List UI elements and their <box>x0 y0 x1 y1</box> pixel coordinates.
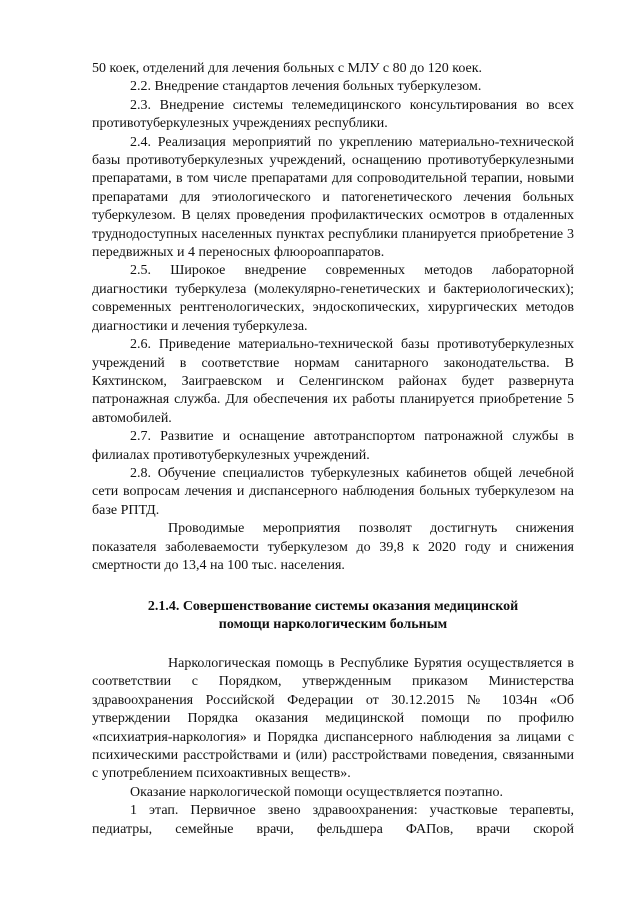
paragraph-2-2: 2.2. Внедрение стандартов лечения больных туберкулезом. <box>130 79 482 95</box>
paragraph-2-7: 2.7. Развитие и оснащение автотранспортом патронажной службы в филиалах противотуберкулезных учреждений. <box>92 429 574 463</box>
paragraph-stages-intro: Оказание наркологической помощи осуществляется поэтапно. <box>130 784 503 800</box>
section-heading-line-2: помощи наркологическим больным <box>218 617 448 633</box>
paragraph-outcome: Проводимые мероприятия позволят достигнуть снижения показателя заболеваемости туберкулезом до 39,8 к 2020 году и снижения смертности до 13,4 на 100 тыс. населения. <box>92 521 574 573</box>
paragraph-2-5: 2.5. Широкое внедрение современных методов лабораторной диагностики туберкулеза (молекулярно-генетических и бактериологических); современных рентгенологических, эндоскопических, хирургических методов диагностики и лечения туберкулеза. <box>92 263 574 334</box>
paragraph-2-3: 2.3. Внедрение системы телемедицинского консультирования во всех противотуберкулезных учреждениях республики. <box>92 97 574 132</box>
paragraph-stage-1: 1 этап. Первичное звено здравоохранения: участковые терапевты, педиатры, семейные врачи, фельдшера ФАПов, врачи скорой <box>92 803 574 837</box>
body-text-bottom <box>92 655 574 839</box>
paragraph-2-4: 2.4. Реализация мероприятий по укреплению материально-технической базы противотуберкулезных учреждений, оснащению противотуберкулезными препаратами, в том числе препаратами для сопроводительной терапии, новыми препаратами для этиологического и патогенетического лечения больных туберкулезом. В целях проведения профилактических осмотров в отдаленных труднодоступных населенных пунктах республики планируется приобретение 3 передвижных и 4 переносных флюороаппаратов. <box>92 134 574 261</box>
paragraph-2-8: 2.8. Обучение специалистов туберкулезных кабинетов общей лечебной сети вопросам лечения и диспансерного наблюдения больных туберкулезом на базе РПТД. <box>92 465 574 518</box>
section-heading <box>92 598 574 635</box>
section-heading-line-1: 2.1.4. Совершенствование системы оказания медицинской <box>147 599 519 614</box>
paragraph-narcology-order: Наркологическая помощь в Республике Бурятия осуществляется в соответствии с Порядком, утвержденным приказом Министерства здравоохранения Российской Федерации от 30.12.2015 № 1034н «Об утверждении Порядка оказания медицинской помощи по профилю «психиатрия-наркология» и Порядка диспансерного наблюдения за лицами с психическими расстройствами и (или) расстройствами поведения, связанными с употреблением психоактивных веществ». <box>92 656 574 782</box>
paragraph-2-6: 2.6. Приведение материально-технической базы противотуберкулезных учреждений в соответствие нормам санитарного законодательства. В Кяхтинском, Заиграевском и Селенгинском районах будет развернута патронажная служба. Для обеспечения их работы планируется приобретение 5 автомобилей. <box>92 337 574 426</box>
paragraph-continuation: 50 коек, отделений для лечения больных с МЛУ с 80 до 120 коек. <box>92 61 483 76</box>
body-text-top <box>92 60 574 575</box>
